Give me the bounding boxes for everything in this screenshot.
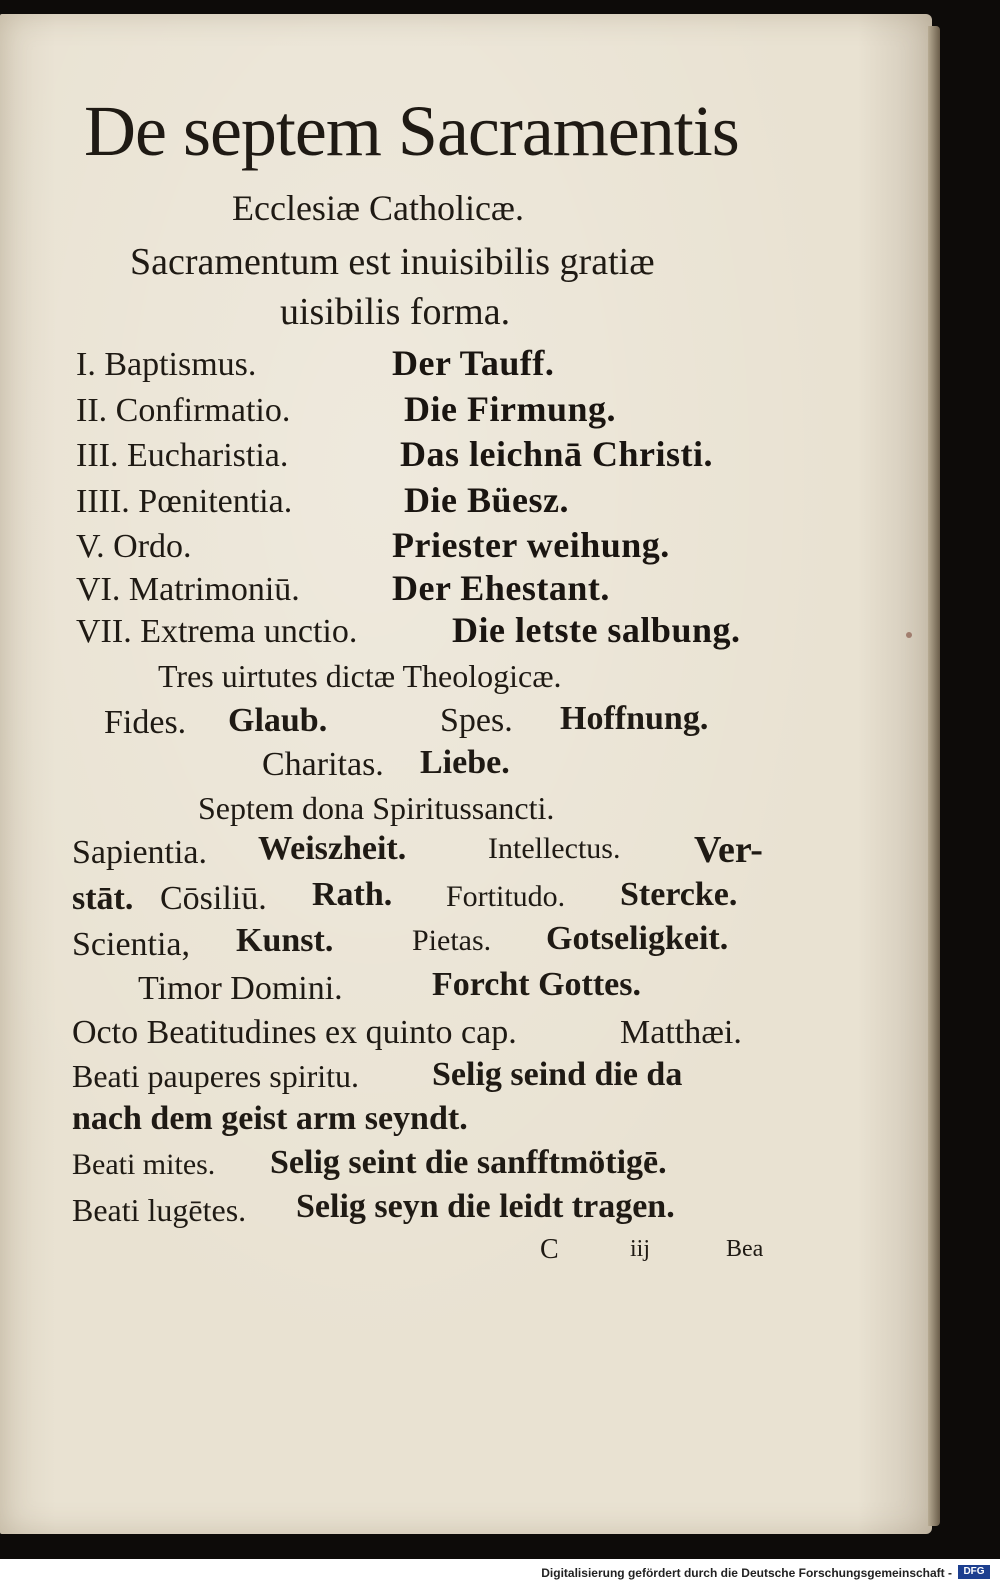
virtue-charitas-german: Liebe. [420, 744, 510, 781]
gift-german: Rath. [312, 876, 393, 913]
beatitudes-source: Matthæi. [620, 1014, 742, 1051]
gift-latin: Timor Domini. [138, 970, 343, 1007]
dfg-logo-icon: DFG [958, 1565, 990, 1579]
sacrament-latin: IIII. Pœnitentia. [76, 483, 293, 520]
gift-latin: Pietas. [412, 924, 492, 957]
page-edge [928, 26, 940, 1526]
sacrament-latin: II. Confirmatio. [76, 392, 291, 429]
virtue-fides-german: Glaub. [228, 702, 328, 739]
gift-german: Ver- [694, 829, 763, 871]
sacrament-german: Priester weihung. [392, 525, 670, 565]
virtue-charitas: Charitas. [262, 746, 384, 783]
virtue-fides: Fides. [104, 704, 187, 741]
page-subtitle: Ecclesiæ Catholicæ. [232, 188, 524, 228]
sacrament-german: Die Büesz. [404, 480, 569, 520]
sacrament-german: Die Firmung. [404, 389, 616, 429]
sacrament-latin: V. Ordo. [76, 528, 192, 565]
gift-german: stāt. [72, 880, 134, 917]
sacrament-latin: I. Baptismus. [76, 346, 257, 383]
gift-latin: Sapientia. [72, 834, 208, 871]
sacrament-german: Das leichnā Christi. [400, 434, 714, 474]
beatitude-latin: Beati pauperes spiritu. [72, 1058, 360, 1094]
definition-line-1: Sacramentum est inuisibilis gratiæ [130, 241, 655, 283]
beatitude-german: Selig seint die sanfftmötigē. [270, 1144, 667, 1181]
sacrament-latin: III. Eucharistia. [76, 437, 289, 474]
virtue-spes-german: Hoffnung. [560, 700, 709, 737]
gift-german: Stercke. [620, 876, 738, 913]
sacrament-german: Der Tauff. [392, 343, 555, 383]
virtue-spes: Spes. [440, 702, 513, 739]
gifts-heading: Septem dona Spiritussancti. [198, 790, 555, 826]
signature-numeral: iij [630, 1236, 651, 1262]
virtues-heading: Tres uirtutes dictæ Theologicæ. [158, 658, 562, 694]
gift-latin: Fortitudo. [446, 880, 566, 913]
beatitude-latin: Beati lugētes. [72, 1192, 247, 1228]
gift-german: Weiszheit. [258, 830, 407, 867]
beatitude-german: nach dem geist arm seyndt. [72, 1100, 468, 1137]
sacrament-german: Die letste salbung. [452, 610, 741, 650]
page-title: De septem Sacramentis [84, 91, 739, 171]
gift-german: Kunst. [236, 922, 334, 959]
gift-latin: Cōsiliū. [160, 880, 267, 917]
beatitude-german: Selig seyn die leidt tragen. [296, 1188, 675, 1225]
sacrament-latin: VII. Extrema unctio. [76, 613, 358, 650]
ink-spot [906, 632, 912, 638]
beatitudes-heading: Octo Beatitudines ex quinto cap. [72, 1014, 517, 1051]
beatitude-latin: Beati mites. [72, 1148, 216, 1181]
signature-mark: C [540, 1234, 559, 1265]
sacrament-german: Der Ehestant. [392, 568, 610, 608]
footer-band [0, 1559, 1000, 1585]
definition-line-2: uisibilis forma. [280, 291, 511, 333]
gift-german: Forcht Gottes. [432, 966, 641, 1003]
sacrament-latin: VI. Matrimoniū. [76, 571, 300, 608]
footer-credit: Digitalisierung gefördert durch die Deutsche Forschungsgemeinschaft - [541, 1566, 952, 1580]
beatitude-german: Selig seind die da [432, 1056, 683, 1093]
gift-latin: Scientia, [72, 926, 191, 963]
gift-latin: Intellectus. [488, 832, 621, 865]
gift-german: Gotseligkeit. [546, 920, 729, 957]
catchword: Bea [726, 1236, 764, 1262]
